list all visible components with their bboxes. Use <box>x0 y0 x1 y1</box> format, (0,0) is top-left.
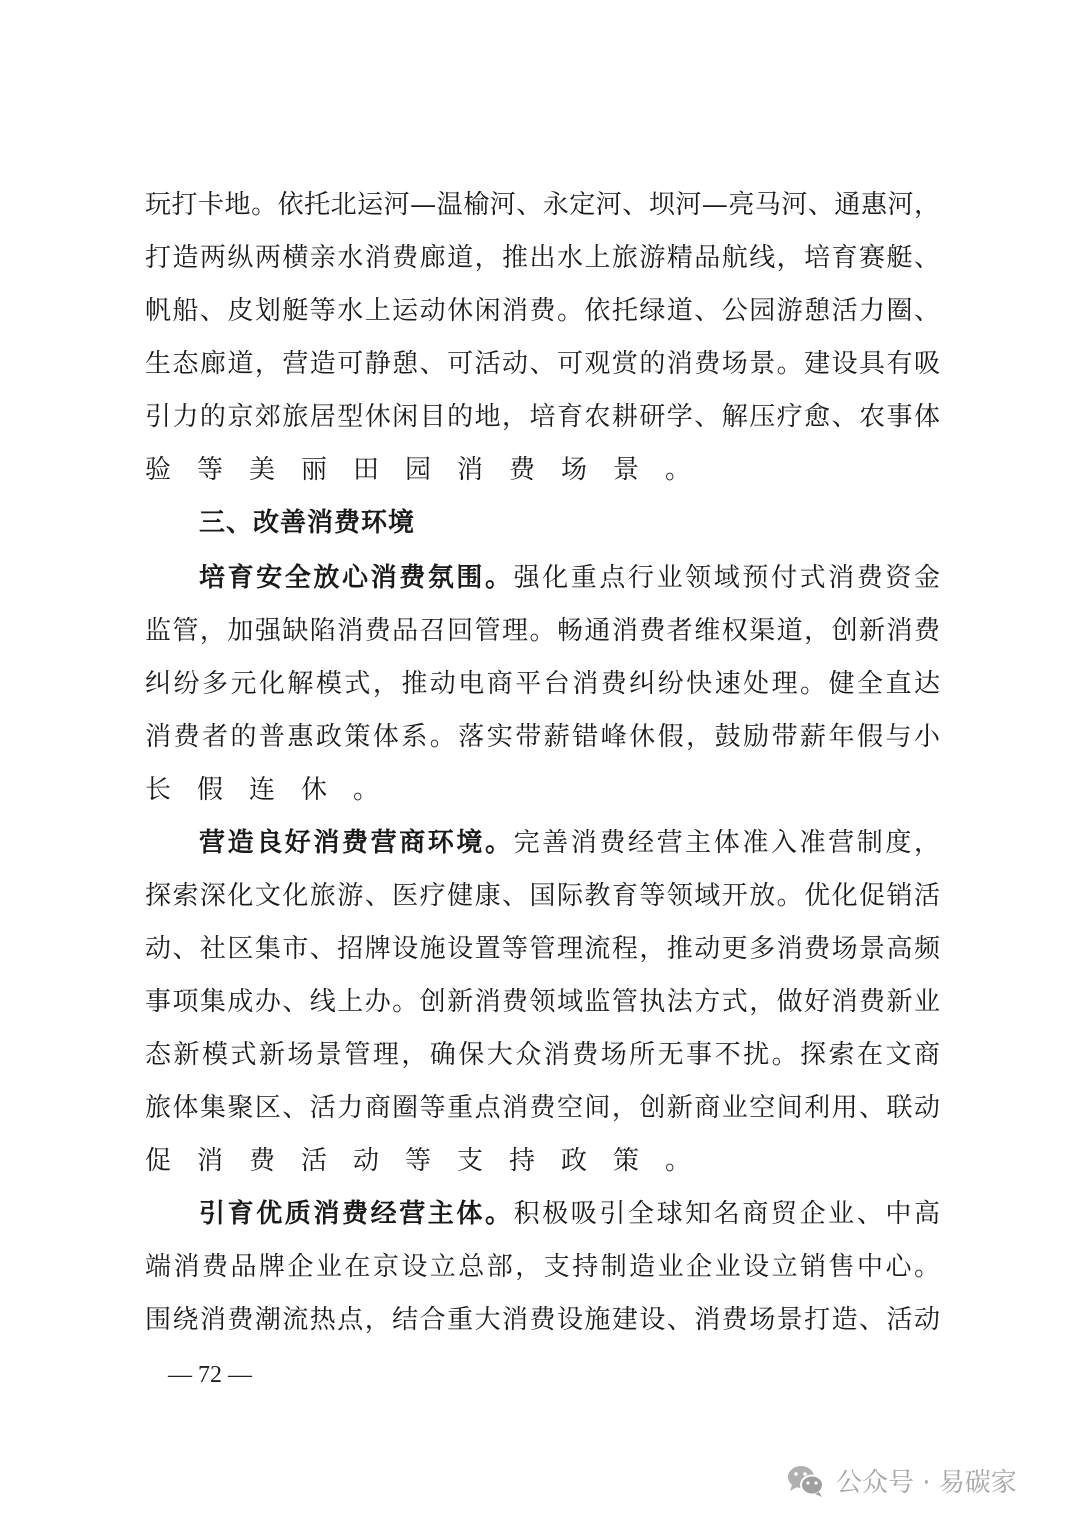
text-line: 事项集成办、线上办。创新消费领域监管执法方式，做好消费新业 <box>145 987 940 1017</box>
paragraph-lead: 引育优质消费经营主体。 <box>199 1199 514 1229</box>
watermark-text: 公众号 · 易碳家 <box>836 1468 1017 1498</box>
text-line: 围绕消费潮流热点，结合重大消费设施建设、消费场景打造、活动 <box>145 1305 940 1335</box>
document-body <box>145 186 940 1354</box>
text-line: 端消费品牌企业在京设立总部，支持制造业企业设立销售中心。 <box>145 1252 940 1282</box>
section-heading: 三、改善消费环境 <box>199 508 416 538</box>
text-line: 生态廊道，营造可静憩、可活动、可观赏的消费场景。建设具有吸 <box>145 349 940 379</box>
text-line: 纠纷多元化解模式，推动电商平台消费纠纷快速处理。健全直达 <box>145 669 940 699</box>
text-line: 验等美丽田园消费场景。 <box>145 455 718 485</box>
wechat-icon <box>786 1464 826 1498</box>
text-line: 打造两纵两横亲水消费廊道，推出水上旅游精品航线，培育赛艇、 <box>145 243 940 273</box>
paragraph-first-line <box>145 1195 940 1248</box>
paragraph-lead: 培育安全放心消费氛围。 <box>199 563 514 593</box>
text-line: 促消费活动等支持政策。 <box>145 1146 718 1176</box>
page-number: — 72 — <box>168 1362 252 1388</box>
text-span: 积极吸引全球知名商贸企业、中高 <box>513 1199 940 1229</box>
text-line: 探索深化文化旅游、医疗健康、国际教育等领域开放。优化促销活 <box>145 881 940 911</box>
text-line: 消费者的普惠政策体系。落实带薪错峰休假，鼓励带薪年假与小 <box>145 722 940 752</box>
text-line: 动、社区集市、招牌设施设置等管理流程，推动更多消费场景高频 <box>145 934 940 964</box>
text-line: 玩打卡地。依托北运河—温榆河、永定河、坝河—亮马河、通惠河， <box>145 190 940 220</box>
text-span: 完善消费经营主体准入准营制度， <box>513 828 940 858</box>
paragraph-lead: 营造良好消费营商环境。 <box>199 828 514 858</box>
text-line: 引力的京郊旅居型休闲目的地，培育农耕研学、解压疗愈、农事体 <box>145 402 940 432</box>
text-line: 态新模式新场景管理，确保大众消费场所无事不扰。探索在文商 <box>145 1040 940 1070</box>
watermark <box>786 1462 1017 1499</box>
text-line: 旅体集聚区、活力商圈等重点消费空间，创新商业空间利用、联动 <box>145 1093 940 1123</box>
text-line: 监管，加强缺陷消费品召回管理。畅通消费者维权渠道，创新消费 <box>145 616 940 646</box>
paragraph-first-line <box>145 559 940 612</box>
text-line: 帆船、皮划艇等水上运动休闲消费。依托绿道、公园游憩活力圈、 <box>145 296 940 326</box>
text-line: 长假连休。 <box>145 775 406 805</box>
paragraph-first-line <box>145 824 940 877</box>
text-span: 强化重点行业领域预付式消费资金 <box>513 563 940 593</box>
